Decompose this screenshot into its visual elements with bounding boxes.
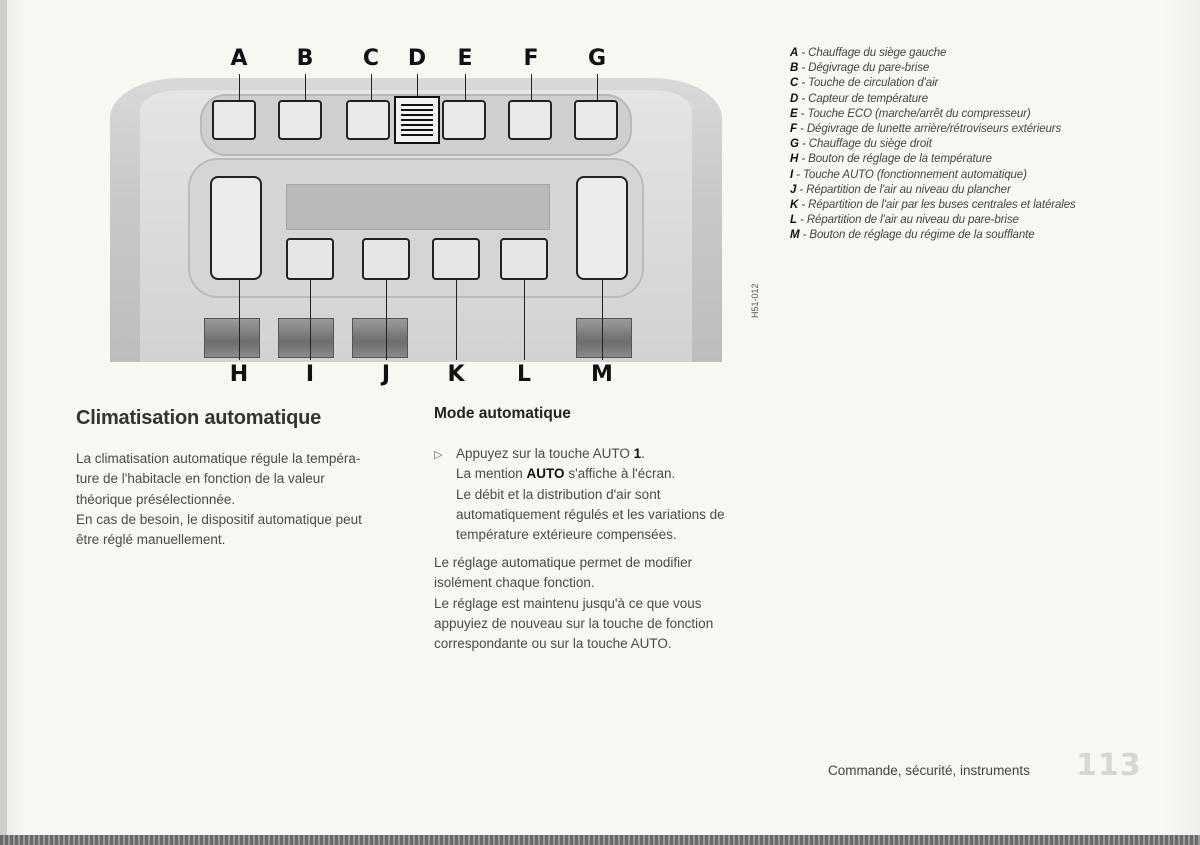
legend-item: L - Répartition de l'air au niveau du pare-brise (790, 214, 1019, 227)
label-l: L (516, 362, 532, 387)
legend-item: C - Touche de circulation d'air (790, 77, 939, 90)
legend-item: F - Dégivrage de lunette arrière/rétroviseurs extérieurs (790, 123, 1062, 136)
label-c: C (362, 46, 380, 71)
blower-knob (576, 176, 628, 280)
label-f: F (523, 46, 539, 71)
rear-defrost-button (508, 100, 552, 140)
legend-item: K - Répartition de l'air par les buses centrales et latérales (790, 199, 1076, 212)
lower-button-3 (352, 318, 408, 358)
leader-c (371, 74, 372, 100)
windshield-defrost-button (278, 100, 322, 140)
temperature-sensor (394, 96, 440, 144)
label-k: K (447, 362, 465, 387)
legend-item: A - Chauffage du siège gauche (790, 47, 947, 59)
legend-item: D - Capteur de température (790, 92, 929, 105)
section-title: Climatisation automatique (76, 407, 322, 429)
seat-heat-right-button (574, 100, 618, 140)
label-a: A (230, 46, 248, 71)
leader-i (310, 280, 311, 360)
label-h: H (229, 362, 249, 387)
label-j: J (381, 362, 391, 387)
air-circulation-button (346, 100, 390, 140)
climate-display (286, 184, 550, 230)
lower-button-4 (576, 318, 632, 358)
subsection-title: Mode automatique (434, 405, 571, 422)
leader-e (465, 74, 466, 100)
leader-m (602, 280, 603, 360)
leader-j (386, 280, 387, 360)
floor-air-button (362, 238, 410, 280)
temperature-knob (210, 176, 262, 280)
intro-paragraph: La climatisation automatique régule la tempéra- ture de l'habitacle en fonction de la valeur théorique présélectionnée. En cas de besoin, le dispositif automatique peut être réglé manuellement. (76, 451, 362, 548)
mode-paragraph: Le réglage automatique permet de modifier isolément chaque fonction. Le réglage est maintenu jusqu'à ce que vous appuyiez de nouveau sur la touche de fonction correspondante ou sur la touche AUTO. (434, 555, 714, 652)
label-m: M (591, 362, 613, 387)
leader-h (239, 280, 240, 360)
lower-button-1 (204, 318, 260, 358)
windshield-air-button (500, 238, 548, 280)
binding-strip (0, 835, 1200, 845)
seat-heat-left-button (212, 100, 256, 140)
legend-item: H - Bouton de réglage de la température (790, 153, 992, 166)
bullet-triangle-icon: ▷ (434, 449, 443, 461)
figure-code: H51-012 (750, 283, 760, 318)
instruction-step: ▷ Appuyez sur la touche AUTO 1. La mention AUTO s'affiche à l'écran. Le débit et la distribution d'air sont automatiquement régulés et les variations de température extérieure compensées. (434, 446, 725, 543)
legend-item: M - Bouton de réglage du régime de la soufflante (790, 229, 1035, 242)
leader-f (531, 74, 532, 100)
leader-d (417, 74, 418, 96)
auto-button (286, 238, 334, 280)
label-g: G (587, 46, 607, 71)
label-e: E (457, 46, 473, 71)
chapter-footer: Commande, sécurité, instruments (828, 763, 1030, 778)
lower-button-2 (278, 318, 334, 358)
label-d: D (407, 46, 427, 71)
legend-item: E - Touche ECO (marche/arrêt du compresseur) (790, 107, 1031, 120)
label-b: B (296, 46, 314, 71)
leader-l (524, 280, 525, 360)
leader-g (597, 74, 598, 100)
legend-item: G - Chauffage du siège droit (790, 138, 932, 151)
vent-air-button (432, 238, 480, 280)
legend-item: J - Répartition de l'air au niveau du plancher (790, 183, 1011, 196)
leader-k (456, 280, 457, 360)
climate-control-diagram (100, 40, 740, 390)
eco-button (442, 100, 486, 140)
leader-b (305, 74, 306, 100)
diagram-legend (790, 46, 1190, 244)
label-i: I (305, 362, 315, 387)
page-edge (0, 0, 7, 845)
legend-item: B - Dégivrage du pare-brise (790, 62, 930, 75)
legend-item: I - Touche AUTO (fonctionnement automatique) (790, 168, 1027, 181)
page-number: 113 (1076, 748, 1142, 783)
leader-a (239, 74, 240, 100)
